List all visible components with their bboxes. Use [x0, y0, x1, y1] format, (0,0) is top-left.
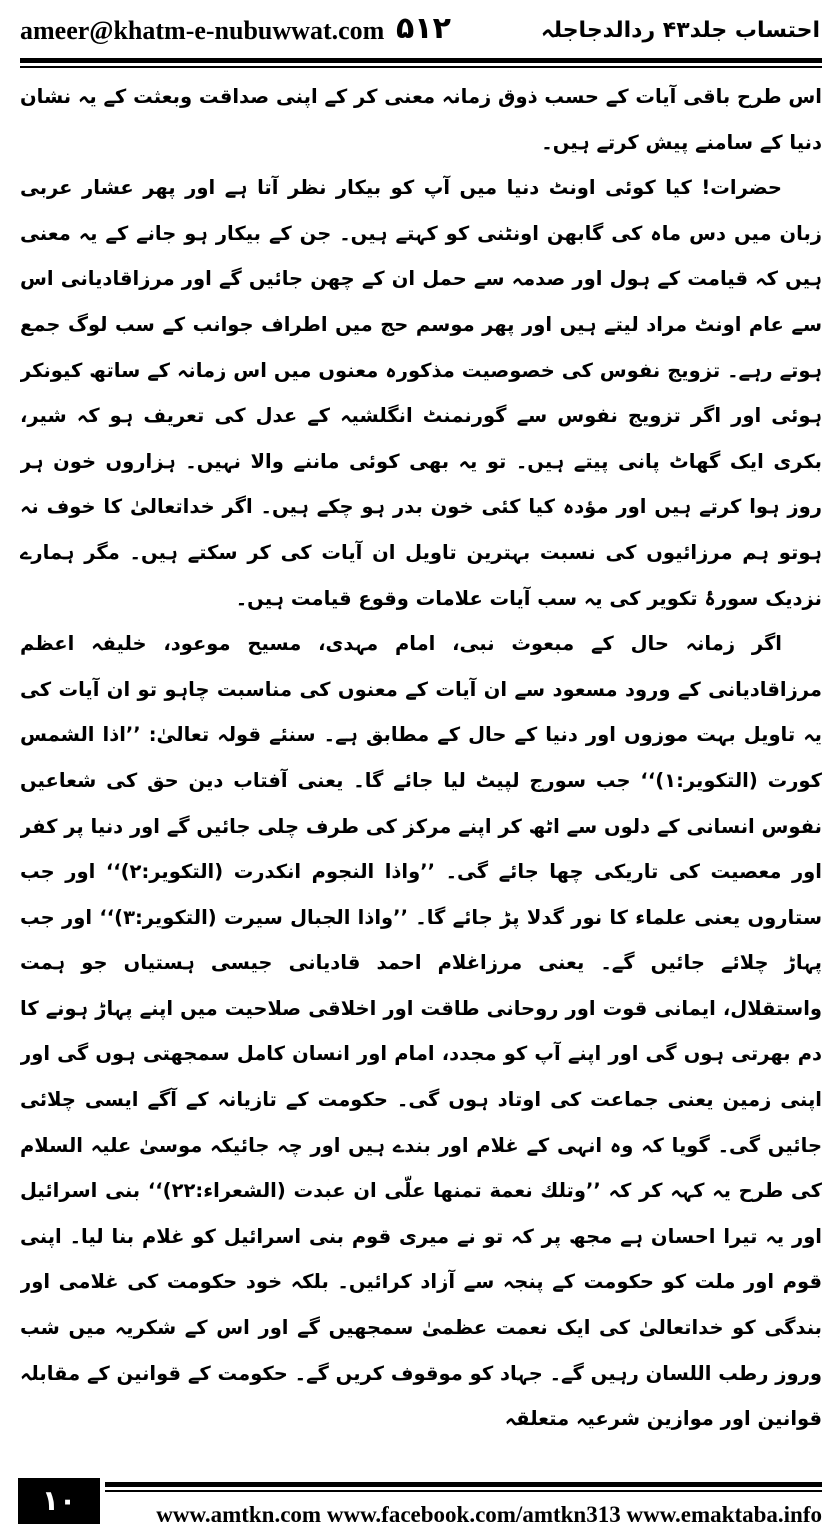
header-rule-thin: [20, 66, 822, 68]
footer-rule-thick: [105, 1482, 822, 1487]
header-rule-thick: [20, 58, 822, 63]
footer-rule-thin: [105, 1490, 822, 1492]
header-email: ameer@khatm-e-nubuwwat.com: [20, 16, 385, 45]
paragraph-2: حضرات! کیا کوئی اونٹ دنیا میں آپ کو بیکار نظر آتا ہے اور پھر عشار عربی زبان میں دس ماہ کی گابھن اونٹنی کو کہتے ہیں۔ جن کے بیکار ہو جانے کے یہ معنی ہیں کہ قیامت کے ہول اور صدمہ سے حمل ان کے چھن جائیں گے اور مرزاقادیانی اس سے عام اونٹ مراد لیتے ہیں اور پھر موسم حج میں اطراف جوانب کے سب لوگ جمع ہوتے رہے۔ تزویج نفوس کی خصوصیت مذکورہ معنوں میں اس زمانہ کے ساتھ کیونکر ہوئی اور اگر تزویج نفوس سے گورنمنٹ انگلشیہ کے عدل کی تعریف ہو کہ شیر، بکری ایک گھاٹ پانی پیتے ہیں۔ تو یہ بھی کوئی ماننے والا نہیں۔ ہزاروں خون ہر روز ہوا کرتے ہیں اور مؤدہ کیا کئی خون بدر ہو چکے ہیں۔ اگر خداتعالیٰ کا خوف نہ ہوتو ہم مرزائیوں کی نسبت بہترین تاویل ان آیات کی کر سکتے ہیں۔ مگر ہمارے نزدیک سورۂ تکویر کی یہ سب آیات علامات وقوع قیامت ہیں۔: [20, 176, 822, 610]
page-header: [0, 0, 840, 62]
paragraph-3: اگر زمانہ حال کے مبعوث نبی، امام مہدی، مسیح موعود، خلیفہ اعظم مرزاقادیانی کے ورود مسعود سے ان آیات کے معنوں کی مناسبت چاہو تو ان آیات کی یہ تاویل بہت موزوں اور دنیا کے حال کے مطابق ہے۔ سنئے قولہ تعالیٰ: ’’اذا الشمس کورت (التکویر:۱)‘‘ جب سورج لپیٹ لیا جائے گا۔ یعنی آفتاب دین حق کی شعاعیں نفوس انسانی کے دلوں سے اٹھ کر اپنے مرکز کی طرف چلی جائیں گے اور دنیا پر کفر اور معصیت کی تاریکی چھا جائے گی۔ ’’واذا النجوم انکدرت (التکویر:۲)‘‘ اور جب ستاروں یعنی علماء کا نور گدلا پڑ جائے گا۔ ’’واذا الجبال سیرت (التکویر:۳)‘‘ اور جب پہاڑ چلائے جائیں گے۔ یعنی مرزاغلام احمد قادیانی جیسی ہستیاں جو ہمت واستقلال، ایمانی قوت اور روحانی طاقت اور اخلاقی صلاحیت میں اپنے پہاڑ ہونے کا دم بھرتی ہوں گی اور اپنے آپ کو مجدد، امام اور انسان کامل سمجھتی ہوں گی اور اپنی زمین یعنی جماعت کی اوتاد ہوں گی۔ حکومت کے تازیانہ کے آگے ایسی چلائی جائیں گی۔ گویا کہ وہ انہی کے غلام اور بندے ہیں اور چہ جائیکہ موسیٰ علیہ السلام کی طرح یہ کہہ کر کہ ’’وتلك نعمة تمنها علّی ان عبدت (الشعراء:۲۲)‘‘ بنی اسرائیل اور یہ تیرا احسان ہے مجھ پر کہ تو نے میری قوم بنی اسرائیل کو غلام بنا لیا۔ اپنی قوم اور ملت کو حکومت کے پنجہ سے آزاد کرائیں۔ بلکہ خود حکومت کی غلامی اور بندگی کو خداتعالیٰ کی ایک نعمت عظمیٰ سمجھیں گے اور اس کے شکریہ میں شب وروز رطب اللسان رہیں گے۔ جہاد کو موقوف کریں گے۔ حکومت کے قوانین کے مقابلہ قوانین اور موازین شرعیہ متعلقہ: [20, 632, 822, 1431]
header-running-title: احتساب جلد۴۳ ردالدجاجلہ: [540, 18, 820, 43]
body-text: [20, 74, 822, 1454]
footer-page-number: ۱۰: [18, 1478, 100, 1524]
header-page-number: ۵۱۲: [396, 11, 451, 46]
page-footer: [0, 1474, 840, 1540]
footer-links: www.amtkn.com www.facebook.com/amtkn313 www.emaktaba.info: [156, 1502, 822, 1527]
paragraph-1: اس طرح باقی آیات کے حسب ذوق زمانہ معنی کر کے اپنی صداقت وبعثت کے یہ نشان دنیا کے سامنے پیش کرتے ہیں۔: [20, 85, 822, 154]
